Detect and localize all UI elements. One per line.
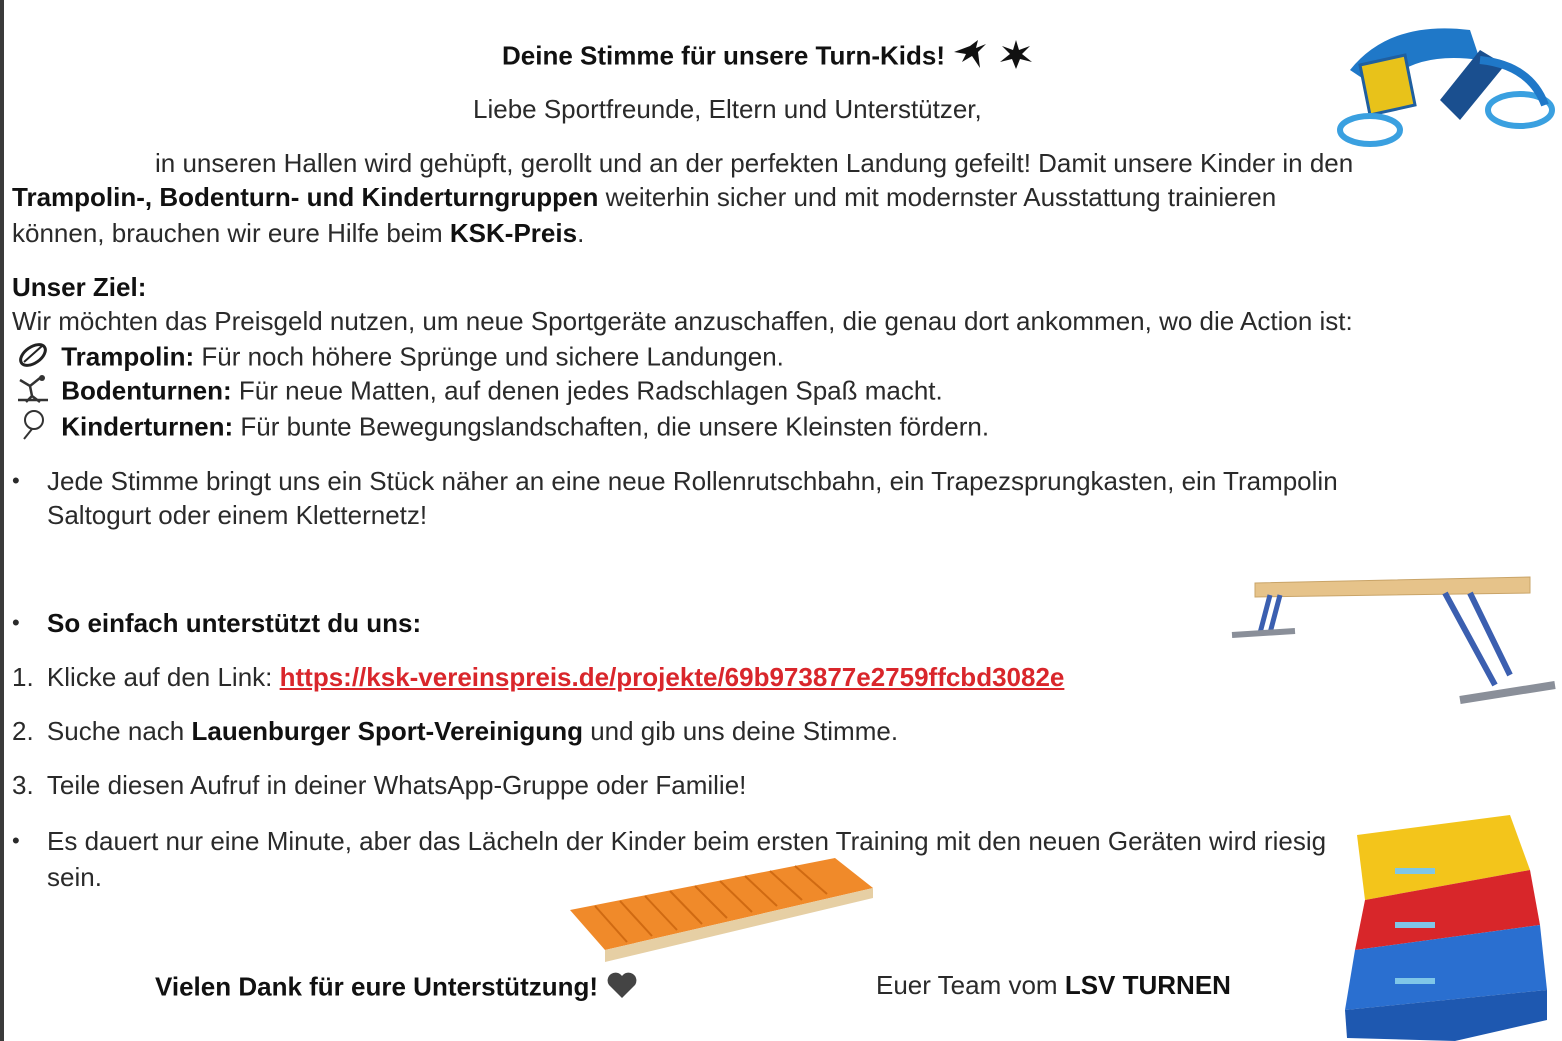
goal-item-trampolin <box>16 340 784 377</box>
step-2-suffix: und gib uns deine Stimme. <box>582 716 899 746</box>
step-2 <box>12 716 898 747</box>
goal-item-label: Trampolin: <box>61 341 195 372</box>
groups-bold: Trampolin-, Bodenturn- und Kinderturngruppen <box>12 182 599 212</box>
intro-line-3-end: . <box>577 218 585 248</box>
intro-line-1: in unseren Hallen wird gehüpft, gerollt und an der perfekten Landung gefeilt! Damit unsere Kinder in den <box>155 148 1354 178</box>
vote-link[interactable]: https://ksk-vereinspreis.de/projekte/69b973877e2759ffcbd3082e <box>279 662 1065 692</box>
heart-icon <box>605 970 639 1007</box>
bullet-icon: • <box>12 468 20 493</box>
greeting: Liebe Sportfreunde, Eltern und Unterstützer, <box>473 94 982 124</box>
gymnast-icon <box>952 38 990 77</box>
step-3-text: Teile diesen Aufruf in deiner WhatsApp-Gruppe oder Familie! <box>46 770 747 800</box>
goal-item-text: Für neue Matten, auf denen jedes Radschlagen Spaß macht. <box>231 375 943 406</box>
step-number: 1. <box>12 662 34 692</box>
goal-item-label: Bodenturnen: <box>61 375 232 406</box>
club-name-bold: Lauenburger Sport-Vereinigung <box>191 716 583 746</box>
floor-gymnast-icon <box>16 374 54 411</box>
howto-heading: So einfach unterstützt du uns: <box>47 608 422 638</box>
ksk-preis-bold: KSK-Preis <box>449 218 578 248</box>
bullet-icon: • <box>12 610 20 635</box>
goal-item-label: Kinderturnen: <box>61 411 234 442</box>
vote-line-1: Jede Stimme bringt uns ein Stück näher an eine neue Rollenrutschbahn, ein Trapezsprungkasten, ein Trampolin <box>47 466 1338 496</box>
page-left-border <box>0 0 4 1041</box>
sparkle-icon <box>998 38 1034 77</box>
goal-item-text: Für bunte Bewegungslandschaften, die unsere Kleinsten fördern. <box>233 411 990 442</box>
vote-line-2: Saltogurt oder einem Kletternetz! <box>47 500 428 530</box>
intro-line-2 <box>12 182 1276 213</box>
intro-line-2-rest: weiterhin sicher und mit modernster Ausstattung trainieren <box>598 182 1277 212</box>
trampoline-icon <box>16 340 54 377</box>
team-bold: LSV TURNEN <box>1064 970 1231 1000</box>
minute-line-2: sein. <box>47 862 102 892</box>
goal-text: Wir möchten das Preisgeld nutzen, um neue Sportgeräte anzuschaffen, die genau dort ankommen, wo die Action ist: <box>12 306 1353 336</box>
springboard-illustration <box>565 850 880 965</box>
step-2-prefix: Suche nach <box>46 716 192 746</box>
vaulting-box-illustration <box>1335 810 1550 1041</box>
thanks-line <box>155 970 639 1007</box>
intro-line-3-start: können, brauchen wir eure Hilfe beim <box>12 218 450 248</box>
team-line <box>876 970 1231 1001</box>
page-title <box>502 38 1034 77</box>
balance-beam-illustration <box>1230 575 1560 715</box>
team-prefix: Euer Team vom <box>876 970 1065 1000</box>
title-text: Deine Stimme für unsere Turn-Kids! <box>502 40 946 71</box>
thanks-text: Vielen Dank für eure Unterstützung! <box>155 971 599 1002</box>
balloon-icon <box>16 410 54 447</box>
goal-item-kinderturnen <box>16 410 989 447</box>
goal-heading: Unser Ziel: <box>12 272 147 302</box>
step-number: 2. <box>12 716 34 746</box>
step-1 <box>12 662 1064 693</box>
step-number: 3. <box>12 770 34 800</box>
goal-item-bodenturnen <box>16 374 943 411</box>
goal-item-text: Für noch höhere Sprünge und sichere Landungen. <box>194 341 784 372</box>
step-1-prefix: Klicke auf den Link: <box>46 662 280 692</box>
bullet-icon: • <box>12 828 20 853</box>
salto-belt-illustration <box>1330 10 1560 150</box>
intro-line-3 <box>12 218 584 249</box>
step-3 <box>12 770 746 801</box>
minute-line-1: Es dauert nur eine Minute, aber das Lächeln der Kinder beim ersten Training mit den neuen Geräten wird riesig <box>47 826 1327 856</box>
